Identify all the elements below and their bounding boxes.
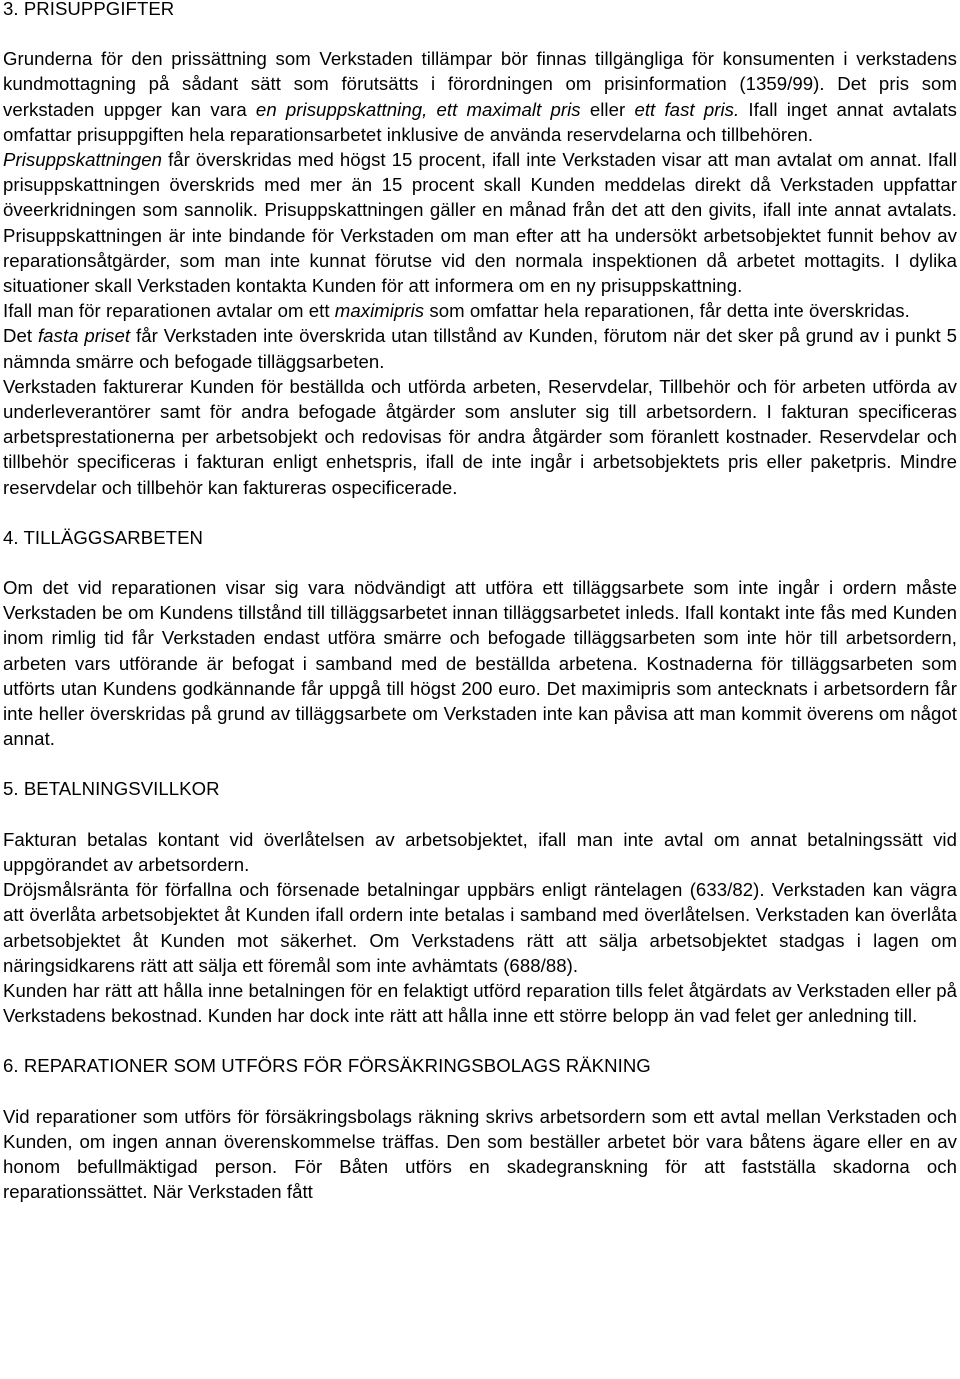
paragraph (3, 298, 957, 323)
paragraph (3, 877, 957, 978)
section-tillaggsarbeten (3, 525, 957, 752)
paragraph (3, 323, 957, 373)
text-run: Det (3, 325, 38, 347)
text-run: Dröjsmålsränta för förfallna och försenade betalningar uppbärs enligt räntelagen (633/82). Verkstaden kan vägra att överlåta arbetsobjektet åt Kunden ifall ordern inte betalas i samband med överlåtelsen. Verkstaden kan överlåta arbetsobjektet åt Kunden mot säkerhet. Om Verkstadens rätt att sälja arbetsobjektet stadgas i lagen om näringsidkarens rätt att sälja ett föremål som inte avhämtats (688/88). (3, 879, 957, 976)
text-run-italic: ett fast pris. (634, 98, 740, 120)
section-betalningsvillkor (3, 776, 957, 1028)
text-run-italic: Prisuppskattningen (3, 149, 163, 171)
text-run: får Verkstaden inte överskrida utan tillstånd av Kunden, förutom när det sker på grund av i punkt 5 nämnda smärre och befogade tilläggsarbeten. (3, 325, 957, 372)
text-run: Om det vid reparationen visar sig vara nödvändigt att utföra ett tilläggsarbete som inte ingår i ordern måste Verkstaden be om Kundens tillstånd till tilläggsarbetet innan tilläggsarbetet inleds. Ifall kontakt inte fås med Kunden inom rimlig tid får Verkstaden endast utföra smärre och befogade tilläggsarbeten som inte hör till arbetsordern, arbeten vars utförande är befogat i samband med de beställda arbetena. Kostnaderna för tilläggsarbeten som utförts utan Kundens godkännande får uppgå till högst 200 euro. Det maximipris som antecknats i arbetsordern får inte heller överskridas på grund av tilläggsarbete om Verkstaden inte kan påvisa att man kommit överens om något annat. (3, 577, 957, 750)
text-run: Vid reparationer som utförs för försäkringsbolags räkning skrivs arbetsordern som ett avtal mellan Verkstaden och Kunden, om ingen annan överenskommelse träffas. Den som beställer arbetet bör vara båtens ägare eller en av honom befullmäktigad person. För Båten utförs en skadegranskning för att fastställa skadorna och reparationssättet. När Verkstaden fått (3, 1105, 957, 1203)
section-heading: 3. PRISUPPGIFTER (3, 0, 175, 19)
text-run-italic: maximipris (334, 300, 425, 322)
paragraph (3, 46, 957, 147)
text-run: Fakturan betalas kontant vid överlåtelsen av arbetsobjektet, ifall man inte avtal om annat betalningssätt vid uppgörandet av arbetsordern. (3, 828, 957, 875)
section-heading: 6. REPARATIONER SOM UTFÖRS FÖR FÖRSÄKRINGSBOLAGS RÄKNING (3, 1055, 651, 1077)
text-run: Ifall inget annat avtalats omfattar prisuppgiften hela reparationsarbetet inklusive de använda reservdelarna och tillbehören. (3, 98, 957, 145)
paragraph (3, 827, 957, 877)
section-prisuppgifter (3, 0, 957, 500)
document-page (3, 0, 957, 1204)
text-run: Grunderna för den prissättning som Verkstaden tillämpar bör finnas tillgängliga för konsumenten i verkstadens kundmottagning på sådant sätt som förutsätts i förordningen om prisinformation (1359/99). Det pris som verkstaden uppger kan vara (3, 48, 957, 120)
text-run: Verkstaden fakturerar Kunden för beställda och utförda arbeten, Reservdelar, Tillbehör och för arbeten utförda av underleverantörer samt för andra befogade åtgärder som ansluter sig till arbetsordern. I fakturan specificeras arbetsprestationerna per arbetsobjekt och redovisas för andra åtgärder som föranlett kostnader. Reservdelar och tillbehör specificeras i fakturan enligt enhetspris, ifall de inte ingår i arbetsobjektets pris eller paketpris. Mindre reservdelar och tillbehör kan faktureras ospecificerade. (3, 375, 957, 498)
text-run-italic: en prisuppskattning, ett maximalt pris (255, 98, 581, 120)
paragraph (3, 147, 957, 298)
paragraph (3, 978, 957, 1028)
section-heading: 4. TILLÄGGSARBETEN (3, 526, 203, 548)
text-run: Ifall man för reparationen avtalar om ett (3, 300, 335, 322)
section-heading: 5. BETALNINGSVILLKOR (3, 778, 220, 800)
text-run-italic: fasta priset (37, 325, 131, 347)
paragraph (3, 374, 957, 500)
text-run: Kunden har rätt att hålla inne betalningen för en felaktigt utförd reparation tills felet åtgärdats av Verkstaden eller på Verkstadens bekostnad. Kunden har dock inte rätt att hålla inne ett större belopp än vad felet ger anledning till. (3, 979, 957, 1027)
paragraph (3, 575, 957, 751)
text-run: får överskridas med högst 15 procent, ifall inte Verkstaden visar att man avtalat om annat. Ifall prisuppskattningen överskrids med mer än 15 procent skall Kunden meddelas direkt då Verkstaden uppfattar öveerkridningen som sannolik. Prisuppskattningen gäller en månad från det att den givits, ifall inte annat avtalats. Prisuppskattningen är inte bindande för Verkstaden om man efter att ha undersökt arbetsobjektet funnit behov av reparationsåtgärder, som man inte kunnat förutse vid den normala inspektionen då arbetet mottagits. I dylika situationer skall Verkstaden kontakta Kunden för att informera om en ny prisuppskattning. (3, 149, 957, 297)
text-run: som omfattar hela reparationen, får detta inte överskridas. (424, 300, 910, 322)
paragraph (3, 1104, 957, 1205)
text-run: eller (580, 98, 635, 120)
section-reparationer-forsakringsbolag (3, 1053, 957, 1204)
